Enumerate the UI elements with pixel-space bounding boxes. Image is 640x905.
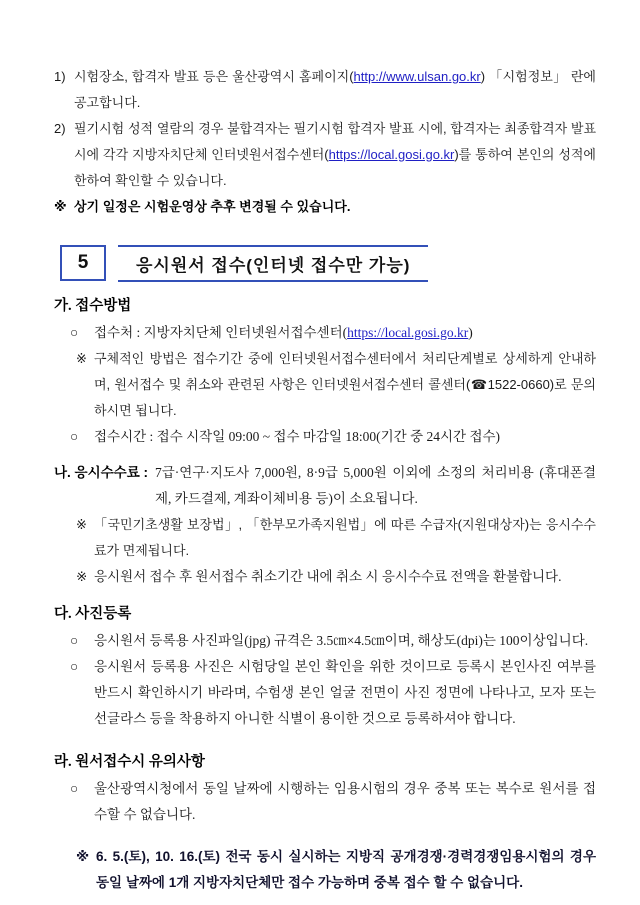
top-note-1 — [54, 64, 596, 116]
fee-note-exempt — [54, 512, 596, 564]
circle-bullet: ○ — [70, 659, 79, 674]
gosi-center-link[interactable]: https://local.gosi.go.kr — [347, 325, 469, 340]
photo-bullet-identity — [54, 654, 596, 732]
schedule-change-note-text: 상기 일정은 시험운영상 추후 변경될 수 있습니다. — [74, 199, 351, 214]
circle-bullet: ○ — [70, 633, 79, 648]
asterisk-marker: ※ — [76, 849, 90, 864]
fee-note-refund — [54, 564, 596, 590]
asterisk-marker: ※ — [54, 199, 67, 214]
fee-body-text: 7급·연구·지도사 7,000원, 8·9급 5,000원 이외에 소정의 처리비용 (휴대폰결제, 카드결제, 계좌이체비용 등)이 소요됩니다. — [155, 465, 596, 506]
list-number: 1) — [54, 69, 66, 84]
text-segment: 필기시험 성적 열람의 경우 불합격자는 필기시험 합격자 발표 시에, 합격자는 최종합격자 발표 시에 각각 지방자치단체 인터넷원서접수센터( — [74, 121, 596, 162]
fee-note-exempt-text: 「국민기초생활 보장법」, 「한부모가족지원법」에 따른 수급자(지원대상자)는 응시수수료가 면제됩니다. — [94, 517, 596, 558]
method-heading: 가. 접수방법 — [54, 298, 132, 314]
method-bullet-place — [54, 320, 596, 346]
national-exam-note-text: 6. 5.(토), 10. 16.(토) 전국 동시 실시하는 지방직 공개경쟁·경력경쟁임용시험의 경우 동일 날짜에 1개 지방자치단체만 접수 가능하며 중복 접수 할 수 없습니다. — [96, 849, 596, 890]
fee-line — [54, 460, 596, 512]
asterisk-marker: ※ — [76, 569, 88, 584]
list-number: 2) — [54, 121, 66, 136]
top-note-2 — [54, 116, 596, 194]
section-number-box — [60, 245, 106, 281]
top-note-1-text — [74, 64, 596, 116]
caution-heading: 라. 원서접수시 유의사항 — [54, 754, 205, 770]
asterisk-marker: ※ — [76, 351, 87, 366]
gosi-center-link[interactable]: https://local.gosi.go.kr — [328, 147, 455, 162]
text-segment: )를 통하여 본인의 성적에 한하여 확인할 수 있습니다. — [74, 147, 596, 188]
section-caution — [54, 748, 596, 896]
schedule-change-note — [54, 194, 596, 220]
text-segment: ) 「시험정보」 란에 공고합니다. — [74, 69, 596, 110]
section-title: 응시원서 접수(인터넷 접수만 가능) — [118, 245, 428, 282]
method-bullet-place-text — [94, 320, 596, 346]
method-bullet-time-text: 접수시간 : 접수 시작일 09:00 ~ 접수 마감일 18:00(기간 중 24시간 접수) — [94, 429, 501, 444]
method-bullet-time — [54, 424, 596, 450]
asterisk-marker: ※ — [76, 517, 87, 532]
text-segment: 접수처 : 지방자치단체 인터넷원서접수센터( — [94, 325, 348, 340]
national-exam-note — [54, 844, 596, 896]
top-notes — [54, 64, 596, 220]
section-number: 5 — [77, 252, 89, 273]
section-fee — [54, 460, 596, 590]
circle-bullet: ○ — [70, 325, 79, 340]
text-segment: ) — [468, 325, 473, 340]
method-note-detail — [54, 346, 596, 424]
circle-bullet: ○ — [70, 781, 79, 796]
section-header — [60, 245, 596, 282]
top-note-2-text — [74, 116, 596, 194]
method-note-detail-text: 구체적인 방법은 접수기간 중에 인터넷원서접수센터에서 처리단계별로 상세하게 안내하며, 원서접수 및 취소와 관련된 사항은 인터넷원서접수센터 콜센터(☎1522-0660)로 문의하시면 됩니다. — [94, 351, 596, 418]
photo-bullet-identity-text: 응시원서 등록용 사진은 시험당일 본인 확인을 위한 것이므로 등록시 본인사진 여부를 반드시 확인하시기 바라며, 수험생 본인 얼굴 전면이 사진 정면에 나타나고, 모자 또는 선글라스 등을 착용하지 아니한 식별이 용이한 것으로 등록하셔야 합니다. — [94, 659, 596, 726]
fee-note-refund-text: 응시원서 접수 후 원서접수 취소기간 내에 취소 시 응시수수료 전액을 환불합니다. — [94, 569, 562, 584]
circle-bullet: ○ — [70, 429, 79, 444]
text-segment: 시험장소, 합격자 발표 등은 울산광역시 홈페이지( — [74, 69, 354, 84]
photo-bullet-spec-text: 응시원서 등록용 사진파일(jpg) 규격은 3.5㎝×4.5㎝이며, 해상도(dpi)는 100이상입니다. — [94, 633, 589, 648]
photo-bullet-spec — [54, 628, 596, 654]
section-photo — [54, 600, 596, 732]
section-method — [54, 292, 596, 450]
photo-heading: 다. 사진등록 — [54, 606, 132, 622]
caution-bullet-duplicate — [54, 776, 596, 828]
caution-bullet-duplicate-text: 울산광역시청에서 동일 날짜에 시행하는 임용시험의 경우 중복 또는 복수로 원서를 접수할 수 없습니다. — [94, 781, 596, 822]
fee-heading: 나. 응시수수료 : — [54, 465, 148, 480]
ulsan-homepage-link[interactable]: http://www.ulsan.go.kr — [353, 69, 481, 84]
